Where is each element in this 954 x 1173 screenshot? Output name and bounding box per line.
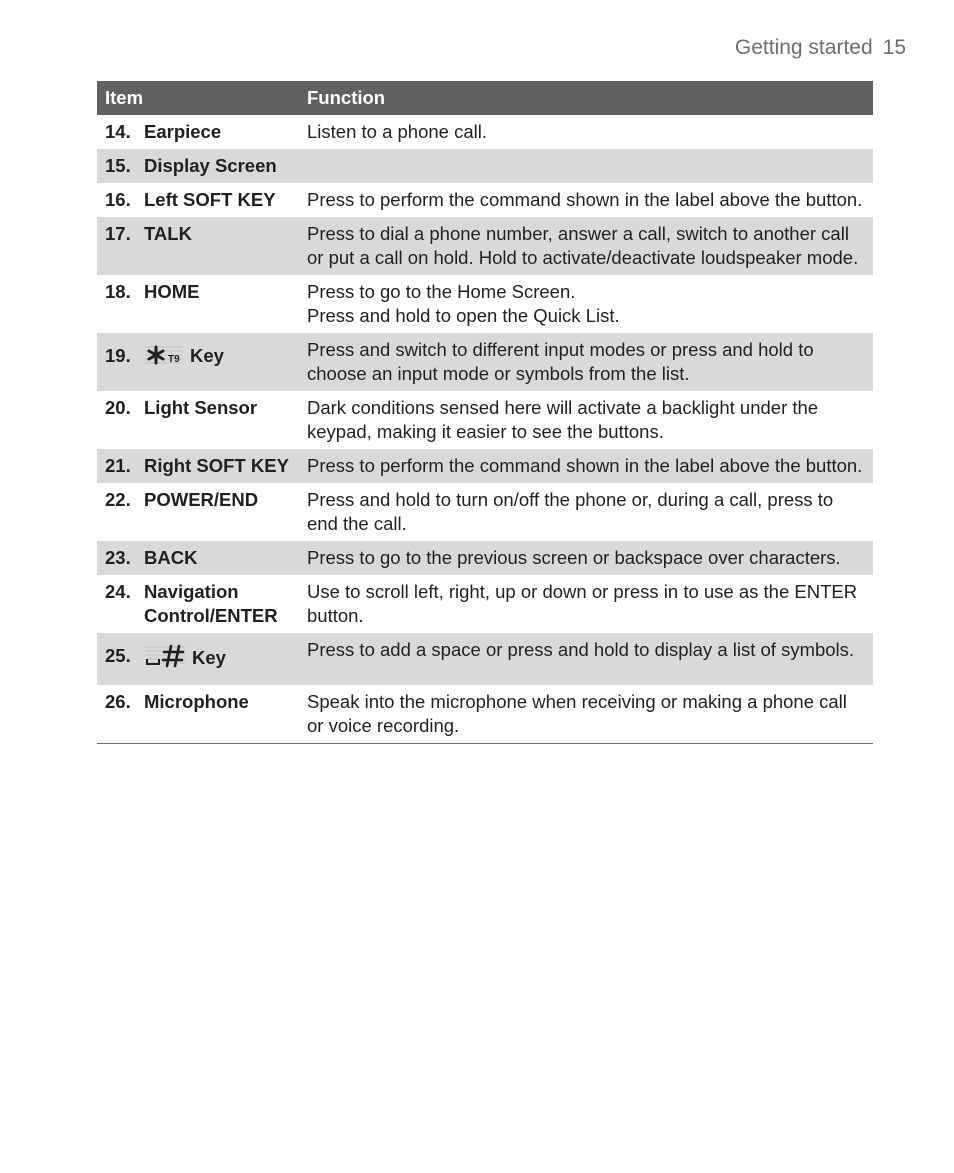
table-row — [97, 333, 873, 391]
item-name-text: BACK — [144, 547, 198, 568]
item-name — [144, 546, 290, 570]
item-number: 22. — [105, 489, 131, 510]
item-name-text: POWER/END — [144, 489, 259, 510]
function-cell — [298, 633, 873, 685]
function-cell — [298, 333, 873, 391]
item-name — [144, 188, 290, 212]
item-number: 20. — [105, 397, 131, 418]
function-cell — [298, 183, 873, 217]
item-name-text: Display Screen — [144, 155, 277, 176]
item-cell — [97, 217, 298, 275]
function-cell — [298, 483, 873, 541]
function-cell — [298, 685, 873, 744]
item-cell — [97, 115, 298, 149]
function-text: Speak into the microphone when receiving or making a phone call or voice recording. — [307, 691, 847, 736]
function-text: Press to add a space or press and hold to display a list of symbols. — [307, 639, 855, 660]
function-cell — [298, 541, 873, 575]
function-text: Press to go to the Home Screen. — [307, 281, 576, 302]
item-cell — [97, 275, 298, 333]
item-name-text: Light Sensor — [144, 397, 258, 418]
function-text: Press and switch to different input modes or press and hold to choose an input mode or symbols from the list. — [307, 339, 814, 384]
item-name — [144, 280, 290, 304]
item-cell — [97, 333, 298, 391]
table-row — [97, 183, 873, 217]
item-number: 23. — [105, 547, 131, 568]
item-name — [144, 690, 290, 714]
item-name — [144, 120, 290, 144]
item-name — [144, 222, 290, 246]
table-row — [97, 449, 873, 483]
item-name — [144, 344, 290, 372]
item-name — [144, 454, 290, 478]
function-cell — [298, 115, 873, 149]
item-number: 25. — [105, 645, 131, 666]
item-cell — [97, 685, 298, 744]
space-hash-key-icon — [144, 644, 186, 674]
item-name-text: HOME — [144, 281, 200, 302]
function-text: Press to go to the previous screen or backspace over characters. — [307, 547, 841, 568]
item-cell — [97, 391, 298, 449]
table-body — [97, 115, 873, 744]
item-name-text: Microphone — [144, 691, 249, 712]
item-number: 16. — [105, 189, 131, 210]
function-text: Press to perform the command shown in the label above the button. — [307, 455, 863, 476]
table-row — [97, 633, 873, 685]
table-row — [97, 149, 873, 183]
item-name-text: Right SOFT KEY — [144, 455, 289, 476]
table-row — [97, 115, 873, 149]
column-header-function: Function — [298, 81, 873, 115]
item-function-table — [97, 81, 873, 744]
function-cell — [298, 391, 873, 449]
table-row — [97, 483, 873, 541]
item-number: 17. — [105, 223, 131, 244]
item-cell — [97, 633, 298, 685]
page-header — [735, 36, 906, 60]
item-cell — [97, 183, 298, 217]
function-text: Press and hold to open the Quick List. — [307, 305, 620, 326]
page-number: 15 — [882, 36, 906, 59]
function-cell — [298, 275, 873, 333]
item-cell — [97, 541, 298, 575]
item-cell — [97, 449, 298, 483]
item-name-text: Earpiece — [144, 121, 222, 142]
item-number: 18. — [105, 281, 131, 302]
item-number: 24. — [105, 581, 131, 602]
function-text: Use to scroll left, right, up or down or press in to use as the ENTER button. — [307, 581, 858, 626]
function-cell — [298, 217, 873, 275]
item-number: 26. — [105, 691, 131, 712]
function-cell — [298, 449, 873, 483]
item-number: 21. — [105, 455, 131, 476]
item-name-text: Key — [192, 647, 226, 668]
table-row — [97, 391, 873, 449]
table-row — [97, 275, 873, 333]
table-row — [97, 541, 873, 575]
item-name — [144, 154, 290, 178]
item-number: 19. — [105, 345, 131, 366]
function-text: Dark conditions sensed here will activate a backlight under the keypad, making it easier to see the buttons. — [307, 397, 819, 442]
function-text: Press to perform the command shown in the label above the button. — [307, 189, 863, 210]
column-header-item: Item — [97, 81, 298, 115]
item-number: 15. — [105, 155, 131, 176]
function-text: Press to dial a phone number, answer a call, switch to another call or put a call on hold. Hold to activate/deactivate loudspeaker mode. — [307, 223, 859, 268]
table-row — [97, 575, 873, 633]
function-cell — [298, 149, 873, 183]
item-cell — [97, 149, 298, 183]
item-name — [144, 396, 290, 420]
item-cell — [97, 483, 298, 541]
item-name-text: TALK — [144, 223, 192, 244]
item-name — [144, 644, 290, 674]
svg-text:T9: T9 — [168, 354, 180, 365]
item-name-text: Left SOFT KEY — [144, 189, 276, 210]
table-header-row — [97, 81, 873, 115]
item-name-text: Key — [190, 345, 224, 366]
table-row — [97, 217, 873, 275]
item-number: 14. — [105, 121, 131, 142]
table-row — [97, 685, 873, 744]
function-cell — [298, 575, 873, 633]
star-t9-key-icon — [144, 344, 184, 372]
function-text: Listen to a phone call. — [307, 121, 487, 142]
item-name — [144, 580, 290, 628]
function-text: Press and hold to turn on/off the phone or, during a call, press to end the call. — [307, 489, 834, 534]
section-title: Getting started — [734, 36, 873, 59]
item-name-text: Navigation Control/ENTER — [144, 581, 278, 626]
item-name — [144, 488, 290, 512]
item-cell — [97, 575, 298, 633]
